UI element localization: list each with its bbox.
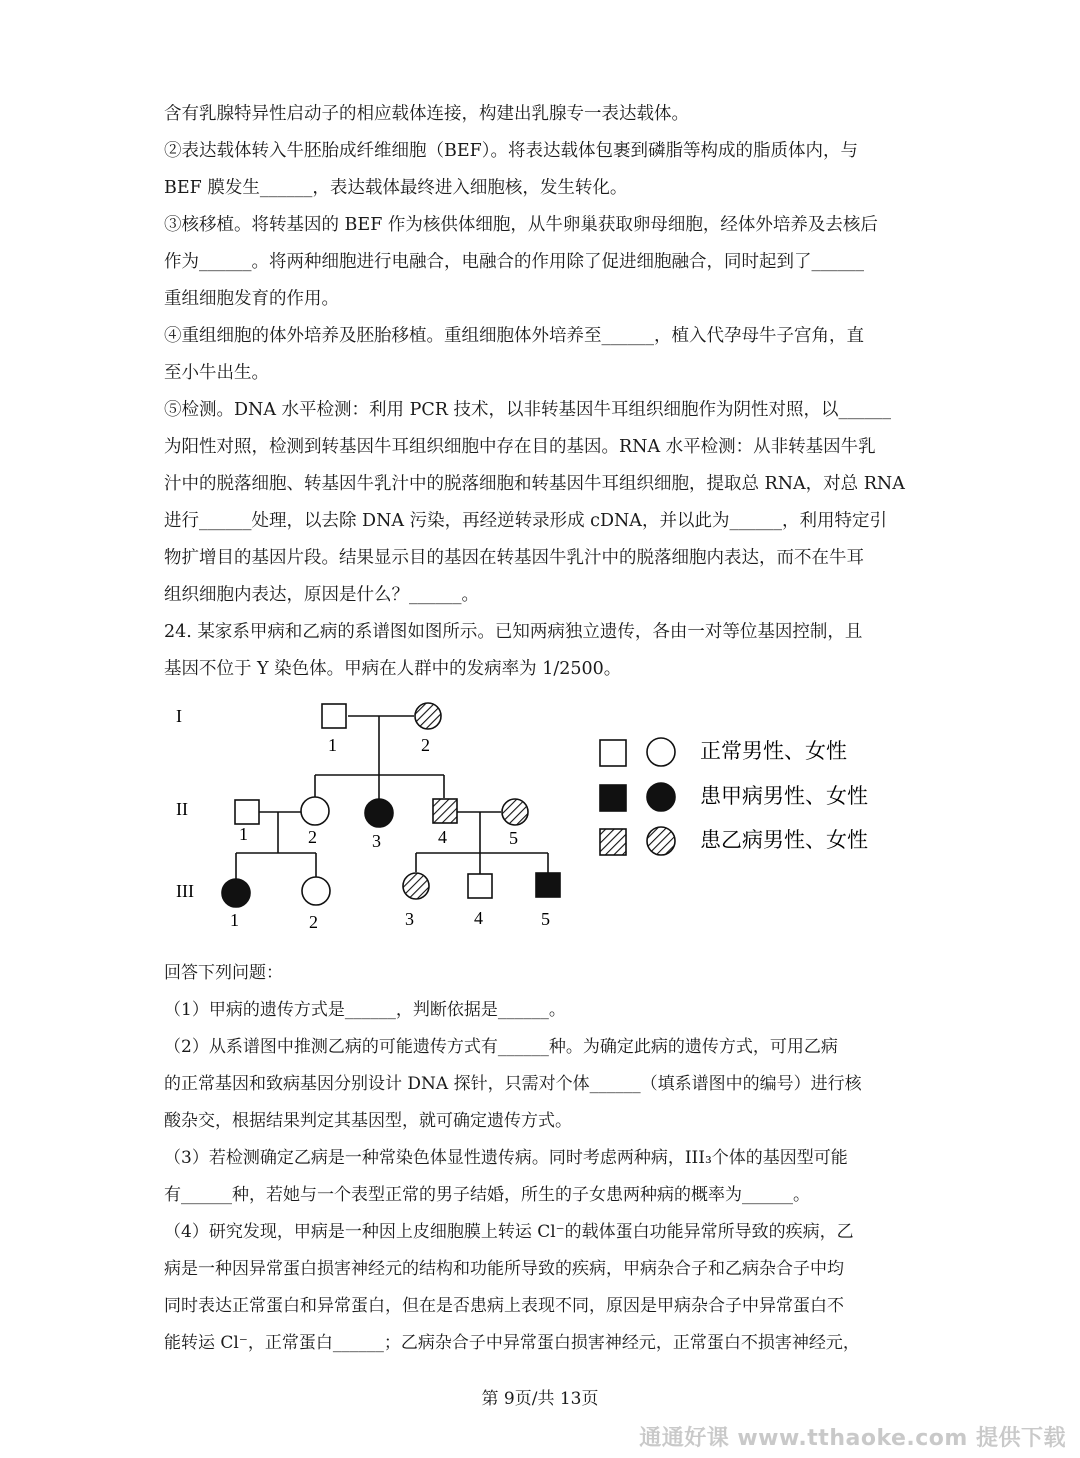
question-line: （1）甲病的遗传方式是______，判断依据是______。 [164, 1000, 566, 1020]
text-line: ③核移植。将转基因的 BEF 作为核供体细胞，从牛卵巢获取卵母细胞，经体外培养及去核后 [164, 215, 878, 235]
individual-I-2-affected-b-female [415, 703, 441, 729]
generation-label-I: I [176, 706, 182, 726]
individual-III-2-normal-female [302, 877, 330, 905]
legend-affected-a-label: 患甲病男性、女性 [700, 784, 868, 808]
text-line: BEF 膜发生______，表达载体最终进入细胞核，发生转化。 [164, 178, 628, 198]
text-line: 组织细胞内表达，原因是什么？______。 [164, 585, 479, 605]
text-line: 进行______处理，以去除 DNA 污染，再经逆转录形成 cDNA，并以此为______，利用特定引 [164, 511, 887, 531]
individual-II-4-affected-b-male [433, 799, 457, 823]
legend-normal-label: 正常男性、女性 [700, 739, 847, 763]
text-line: 为阳性对照，检测到转基因牛耳组织细胞中存在目的基因。RNA 水平检测：从非转基因牛乳 [164, 437, 876, 457]
page-number-footer: 第 9页/共 13页 [481, 1389, 599, 1409]
pedigree-lines [236, 716, 548, 879]
individual-III-3-affected-b-female [403, 873, 429, 899]
individual-number: 4 [438, 827, 447, 847]
question-line: （4）研究发现，甲病是一种因上皮细胞膜上转运 Cl⁻的载体蛋白功能异常所导致的疾病，乙 [164, 1222, 854, 1242]
question-line: （3）若检测确定乙病是一种常染色体显性遗传病。同时考虑两种病，III₃个体的基因型可能 [164, 1148, 848, 1168]
text-line: 物扩增目的基因片段。结果显示目的基因在转基因牛乳汁中的脱落细胞内表达，而不在牛耳 [164, 548, 864, 568]
text-line: 基因不位于 Y 染色体。甲病在人群中的发病率为 1/2500。 [164, 659, 622, 679]
individual-number: 3 [405, 909, 414, 929]
generation-label-II: II [176, 799, 188, 819]
individual-II-5-affected-b-female [502, 799, 528, 825]
questions-intro: 回答下列问题： [164, 963, 283, 983]
text-line: 重组细胞发育的作用。 [164, 289, 339, 309]
individual-number: 5 [541, 909, 550, 929]
question-line: 能转运 Cl⁻，正常蛋白______；乙病杂合子中异常蛋白损害神经元，正常蛋白不损害神经元， [164, 1333, 860, 1353]
legend-normal-male-symbol [600, 740, 626, 766]
legend-affected-a-male-symbol [600, 785, 626, 811]
text-line: 含有乳腺特异性启动子的相应载体连接，构建出乳腺专一表达载体。 [164, 104, 689, 124]
text-line: ⑤检测。DNA 水平检测：利用 PCR 技术，以非转基因牛耳组织细胞作为阴性对照，以______ [164, 400, 892, 420]
pedigree-diagram [160, 690, 920, 940]
question-line: （2）从系谱图中推测乙病的可能遗传方式有______种。为确定此病的遗传方式，可用乙病 [164, 1037, 838, 1057]
individual-I-1-normal-male [322, 704, 346, 728]
text-line: 汁中的脱落细胞、转基因牛乳汁中的脱落细胞和转基因牛耳组织细胞，提取总 RNA，对总 RNA [164, 474, 905, 494]
individual-II-3-affected-a-female [365, 799, 393, 827]
individual-number: 5 [509, 828, 518, 848]
individual-III-5-affected-a-male [536, 873, 560, 897]
legend-affected-a-female-symbol [647, 783, 675, 811]
question-line: 同时表达正常蛋白和异常蛋白，但在是否患病上表现不同，原因是甲病杂合子中异常蛋白不 [164, 1296, 844, 1316]
question-line: 有______种，若她与一个表型正常的男子结婚，所生的子女患两种病的概率为______。 [164, 1185, 810, 1205]
individual-number: 2 [308, 827, 317, 847]
pedigree-legend [600, 738, 868, 855]
individual-number: 1 [230, 910, 239, 930]
individual-number: 4 [474, 908, 483, 928]
individual-number: 1 [239, 824, 248, 844]
question-line: 酸杂交，根据结果判定其基因型，就可确定遗传方式。 [164, 1111, 572, 1131]
text-line: 至小牛出生。 [164, 363, 269, 383]
legend-normal-female-symbol [647, 738, 675, 766]
legend-affected-b-male-symbol [600, 829, 626, 855]
individual-number: 2 [421, 735, 430, 755]
individual-III-1-affected-a-female [222, 879, 250, 907]
watermark: 通通好课 www.tthaoke.com 提供下载 [639, 1426, 1066, 1451]
question-24-stem: 24. 某家系甲病和乙病的系谱图如图所示。已知两病独立遗传，各由一对等位基因控制，且 [164, 622, 863, 642]
question-line: 的正常基因和致病基因分别设计 DNA 探针，只需对个体______（填系谱图中的编号）进行核 [164, 1074, 862, 1094]
question-line: 病是一种因异常蛋白损害神经元的结构和功能所导致的疾病，甲病杂合子和乙病杂合子中均 [164, 1259, 844, 1279]
text-line: ④重组细胞的体外培养及胚胎移植。重组细胞体外培养至______，植入代孕母牛子宫角，直 [164, 326, 864, 346]
individual-number: 2 [309, 912, 318, 932]
individual-number: 1 [328, 735, 337, 755]
generation-label-III: III [176, 881, 194, 901]
legend-affected-b-female-symbol [647, 827, 675, 855]
text-line: 作为______。将两种细胞进行电融合，电融合的作用除了促进细胞融合，同时起到了______ [164, 252, 864, 272]
individual-II-1-normal-male [235, 800, 259, 824]
individual-II-2-normal-female [301, 797, 329, 825]
individual-III-4-normal-male [468, 874, 492, 898]
legend-affected-b-label: 患乙病男性、女性 [700, 828, 868, 852]
individual-number: 3 [372, 831, 381, 851]
text-line: ②表达载体转入牛胚胎成纤维细胞（BEF）。将表达载体包裹到磷脂等构成的脂质体内，与 [164, 141, 859, 161]
